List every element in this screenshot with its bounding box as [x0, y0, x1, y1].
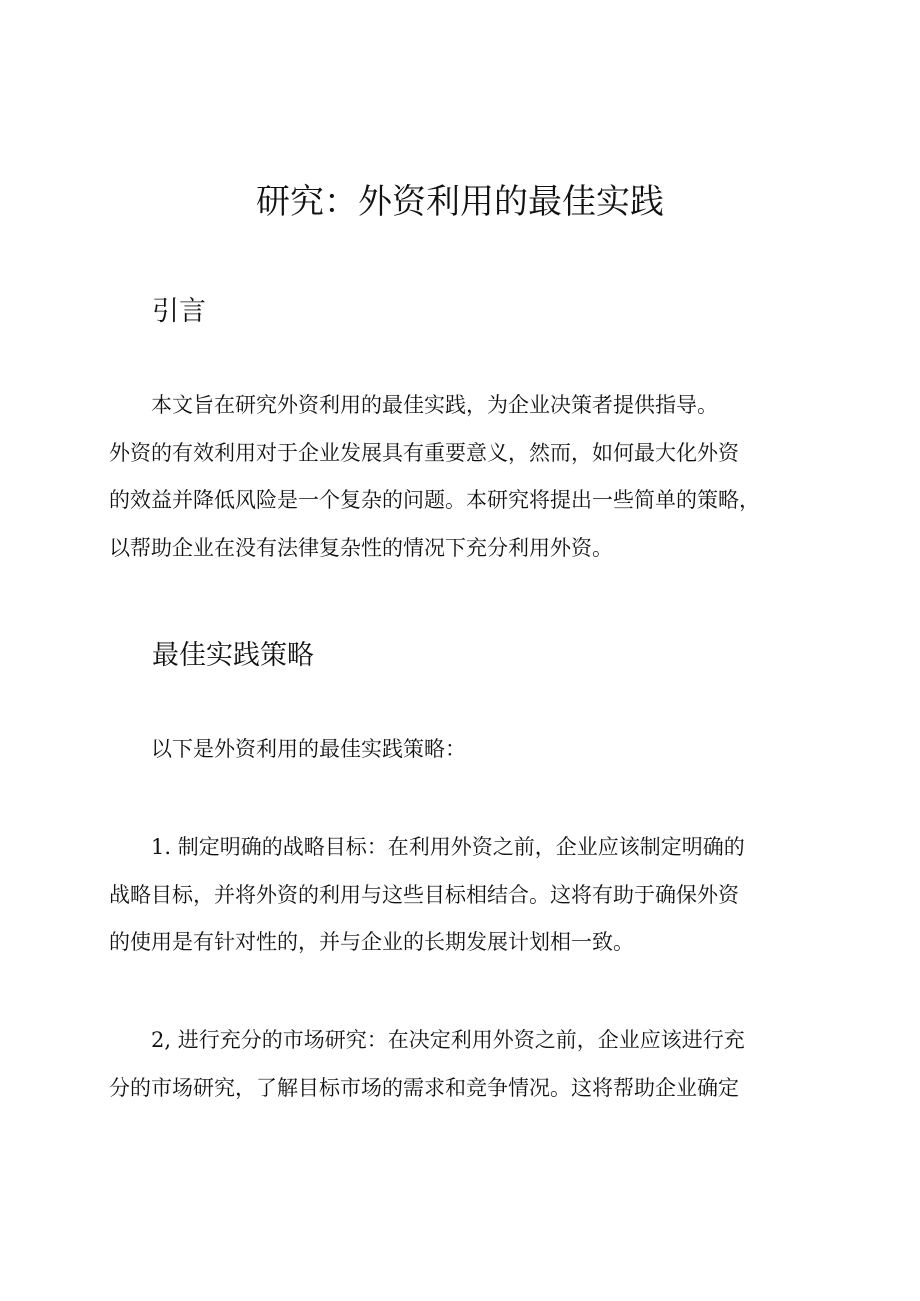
paragraph-line: 1. 制定明确的战略目标：在利用外资之前，企业应该制定明确的: [151, 835, 745, 859]
section-heading-best-practices: 最佳实践策略: [152, 640, 314, 671]
paragraph-line: 以下是外资利用的最佳实践策略：: [151, 737, 466, 761]
paragraph-line: 以帮助企业在没有法律复杂性的情况下充分利用外资。: [109, 535, 613, 560]
paragraph-line: 外资的有效利用对于企业发展具有重要意义，然而，如何最大化外资: [109, 440, 739, 465]
paragraph-line: 2, 进行充分的市场研究：在决定利用外资之前，企业应该进行充: [151, 1028, 745, 1052]
strategies-intro-paragraph: [109, 726, 819, 774]
paragraph-line: 的效益并降低风险是一个复杂的问题。本研究将提出一些简单的策略，: [109, 488, 760, 512]
strategy-item-2: [109, 1017, 819, 1112]
paragraph-line: 战略目标，并将外资的利用与这些目标相结合。这将有助于确保外资: [109, 882, 739, 907]
paragraph-line: 本文旨在研究外资利用的最佳实践，为企业决策者提供指导。: [151, 393, 718, 417]
paragraph-line: 分的市场研究，了解目标市场的需求和竞争情况。这将帮助企业确定: [109, 1075, 739, 1100]
document-title: 研究：外资利用的最佳实践: [256, 182, 664, 222]
paragraph-line: 的使用是有针对性的，并与企业的长期发展计划相一致。: [109, 930, 634, 954]
strategy-item-1: [109, 824, 819, 967]
intro-paragraph: [109, 382, 819, 572]
section-heading-introduction: 引言: [152, 296, 206, 327]
